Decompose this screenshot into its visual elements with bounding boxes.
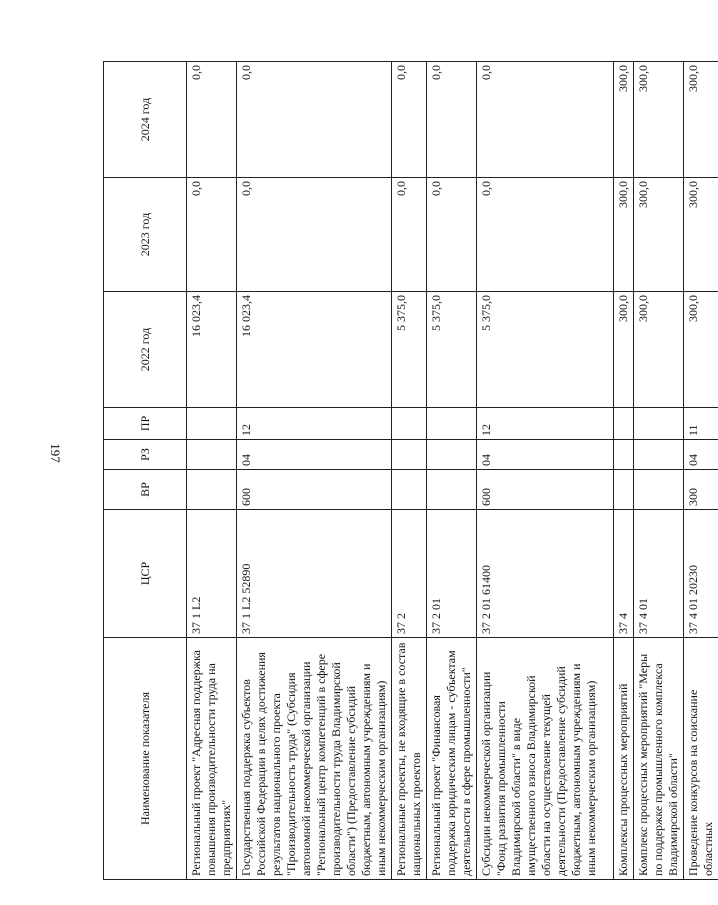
cell-2022: 5 375,0 (427, 292, 477, 408)
column-header-csr: ЦСР (104, 510, 187, 638)
cell-2023: 300,0 (634, 178, 684, 292)
cell-vr (392, 470, 427, 510)
budget-table (103, 61, 718, 880)
cell-2023: 0,0 (477, 178, 614, 292)
column-header-name: Наименование показателя (104, 638, 187, 880)
cell-name: Региональный проект "Адресная поддержка повышения производительности труда на предприятиях" (187, 638, 237, 880)
cell-2024: 0,0 (427, 62, 477, 178)
cell-vr: 300 (684, 470, 718, 510)
column-header-2024: 2024 год (104, 62, 187, 178)
cell-vr (187, 470, 237, 510)
cell-csr: 37 4 01 20230 (684, 510, 718, 638)
cell-vr: 600 (477, 470, 614, 510)
cell-2022: 5 375,0 (477, 292, 614, 408)
cell-2022: 16 023,4 (187, 292, 237, 408)
cell-2023: 0,0 (392, 178, 427, 292)
cell-rz: 04 (477, 440, 614, 470)
cell-name: Региональный проект "Финансовая поддержка юридическим лицам - субъектам деятельности в сфере промышленности" (427, 638, 477, 880)
cell-name: Комплексы процессных мероприятий (614, 638, 634, 880)
cell-pr: 11 (684, 408, 718, 440)
table-row (392, 62, 427, 880)
cell-csr: 37 1 L2 52890 (237, 510, 392, 638)
cell-2023: 0,0 (237, 178, 392, 292)
column-header-rz: РЗ (104, 440, 187, 470)
cell-name: Проведение конкурсов на соискание областных (684, 638, 718, 880)
cell-2022: 300,0 (634, 292, 684, 408)
column-header-2023: 2023 год (104, 178, 187, 292)
page-number: 197 (48, 443, 63, 463)
table-row (187, 62, 237, 880)
cell-2022: 300,0 (614, 292, 634, 408)
cell-2024: 0,0 (237, 62, 392, 178)
cell-pr: 12 (477, 408, 614, 440)
cell-pr (392, 408, 427, 440)
cell-name: Субсидии некоммерческой организации "Фонд развития промышленности Владимирской области" в виде имущественного взноса Владимирской области на осуществление текущей деятельности (Предоставление субсидий бюджетным, автономным учреждениям и иным некоммерческим организациям) (477, 638, 614, 880)
table-row (614, 62, 634, 880)
cell-pr: 12 (237, 408, 392, 440)
cell-vr: 600 (237, 470, 392, 510)
cell-pr (634, 408, 684, 440)
column-header-2022: 2022 год (104, 292, 187, 408)
cell-2024: 300,0 (614, 62, 634, 178)
cell-pr (614, 408, 634, 440)
cell-csr: 37 2 01 (427, 510, 477, 638)
cell-2022: 16 023,4 (237, 292, 392, 408)
cell-2024: 0,0 (392, 62, 427, 178)
cell-2023: 0,0 (187, 178, 237, 292)
cell-csr: 37 4 01 (634, 510, 684, 638)
cell-2022: 5 375,0 (392, 292, 427, 408)
table-row (477, 62, 614, 880)
cell-csr: 37 2 (392, 510, 427, 638)
cell-name: Комплекс процессных мероприятий "Меры по поддержке промышленного комплекса Владимирской области" (634, 638, 684, 880)
table-row (427, 62, 477, 880)
cell-2023: 300,0 (684, 178, 718, 292)
cell-2024: 0,0 (477, 62, 614, 178)
cell-rz (614, 440, 634, 470)
rotated-table-container (103, 62, 715, 880)
cell-rz (392, 440, 427, 470)
cell-2024: 300,0 (684, 62, 718, 178)
cell-pr (187, 408, 237, 440)
cell-rz: 04 (237, 440, 392, 470)
column-header-pr: ПР (104, 408, 187, 440)
table-row (634, 62, 684, 880)
cell-2022: 300,0 (684, 292, 718, 408)
table-header-row (104, 62, 187, 880)
cell-vr (614, 470, 634, 510)
cell-2023: 300,0 (614, 178, 634, 292)
cell-pr (427, 408, 477, 440)
cell-rz (427, 440, 477, 470)
cell-rz: 04 (684, 440, 718, 470)
cell-name: Региональные проекты, не входящие в состав национальных проектов (392, 638, 427, 880)
cell-csr: 37 1 L2 (187, 510, 237, 638)
cell-csr: 37 4 (614, 510, 634, 638)
column-header-vr: ВР (104, 470, 187, 510)
cell-vr (634, 470, 684, 510)
cell-2023: 0,0 (427, 178, 477, 292)
cell-vr (427, 470, 477, 510)
cell-name: Государственная поддержка субъектов Российской Федерации в целях достижения результатов национального проекта "Производительность труда" (Субсидия автономной некоммерческой организации "Региональный центр компетенций в сфере производительности труда Владимирской области") (Предоставление субсидий бюджетным, автономным учреждениям и иным некоммерческим организациям) (237, 638, 392, 880)
cell-2024: 0,0 (187, 62, 237, 178)
cell-csr: 37 2 01 61400 (477, 510, 614, 638)
table-row (684, 62, 718, 880)
cell-rz (634, 440, 684, 470)
cell-rz (187, 440, 237, 470)
cell-2024: 300,0 (634, 62, 684, 178)
table-row (237, 62, 392, 880)
